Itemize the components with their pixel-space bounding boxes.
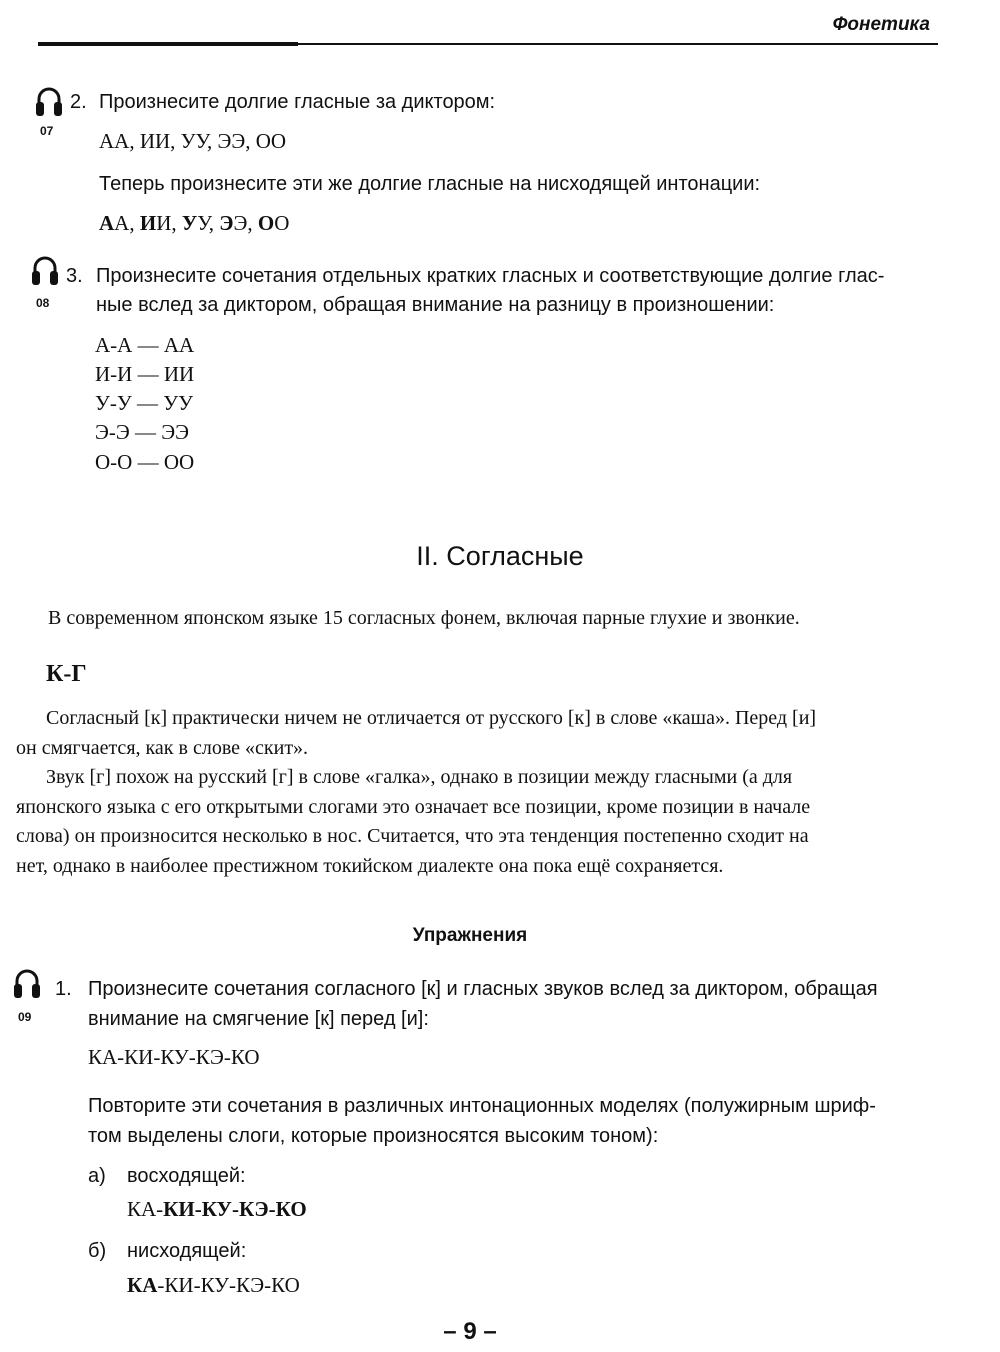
page-number: – 9 – — [443, 1318, 497, 1345]
vowel-pair: А-А — АА — [95, 333, 195, 357]
exercise-instruction-line: том выделены слоги, которые произносятся высоким тоном): — [88, 1125, 659, 1147]
paragraph-line: Согласный [к] практически ничем не отличается от русского [к] в слове «каша». Перед [и] — [46, 707, 817, 729]
subheading: К-Г — [46, 661, 87, 687]
section-intro: В современном японском языке 15 согласных фонем, включая парные глухие и звонкие. — [48, 607, 800, 629]
running-header: Фонетика — [832, 14, 930, 35]
exercise-instruction-line: Произнесите сочетания отдельных кратких гласных и соответствующие долгие глас- — [96, 265, 885, 287]
track-number: 09 — [18, 1010, 32, 1024]
paragraph-line: Звук [г] похож на русский [г] в слове «галка», однако в позиции между гласными (а для — [46, 766, 793, 788]
header-rule-accent — [38, 42, 298, 46]
option-label: а) — [88, 1165, 106, 1187]
headphones-icon[interactable] — [12, 966, 42, 1000]
option-text: восходящей: — [127, 1165, 246, 1187]
syllable-line-falling: КА-КИ-КУ-КЭ-КО — [127, 1273, 300, 1297]
track-number: 08 — [36, 296, 50, 310]
syllable-line-rising: КА-КИ-КУ-КЭ-КО — [127, 1197, 307, 1221]
option-label: б) — [88, 1240, 107, 1262]
exercise-instruction: Произнесите долгие гласные за диктором: — [99, 91, 496, 113]
headphones-icon[interactable] — [30, 253, 60, 287]
section-title: II. Согласные — [416, 541, 584, 571]
vowel-pair: И-И — ИИ — [95, 362, 195, 386]
exercises-heading: Упражнения — [412, 925, 528, 946]
paragraph-line: он смягчается, как в слове «скит». — [16, 737, 309, 759]
exercise-number: 1. — [55, 978, 72, 1000]
exercise-instruction-line: ные вслед за диктором, обращая внимание на разницу в произношении: — [96, 294, 775, 316]
paragraph-line: слова) он произносится несколько в нос. Считается, что эта тенденция постепенно сходит на — [16, 825, 809, 847]
paragraph-line: японского языка с его открытыми слогами это означает все позиции, кроме позиции в начале — [16, 796, 811, 818]
vowel-pair: О-О — ОО — [95, 450, 195, 474]
vowel-line: АА, ИИ, УУ, ЭЭ, ОО — [99, 129, 287, 153]
paragraph-line: нет, однако в наиболее престижном токийском диалекте она пока ещё сохраняется. — [16, 855, 724, 877]
headphones-icon[interactable] — [34, 84, 64, 118]
track-number: 07 — [40, 124, 54, 138]
vowel-line-falling: АА, ИИ, УУ, ЭЭ, ОО — [99, 211, 290, 235]
vowel-pair: У-У — УУ — [95, 391, 193, 415]
exercise-number: 3. — [66, 265, 83, 287]
option-text: нисходящей: — [127, 1240, 247, 1262]
exercise-instruction-2: Теперь произнесите эти же долгие гласные на нисходящей интонации: — [99, 173, 761, 195]
exercise-instruction-line: Произнесите сочетания согласного [к] и гласных звуков вслед за диктором, обращая — [88, 978, 878, 1000]
exercise-number: 2. — [70, 91, 87, 113]
exercise-instruction-line: внимание на смягчение [к] перед [и]: — [88, 1008, 429, 1030]
syllable-line: КА-КИ-КУ-КЭ-КО — [88, 1045, 260, 1069]
vowel-pair: Э-Э — ЭЭ — [95, 420, 189, 444]
exercise-instruction-line: Повторите эти сочетания в различных интонационных моделях (полужирным шриф- — [88, 1095, 876, 1117]
